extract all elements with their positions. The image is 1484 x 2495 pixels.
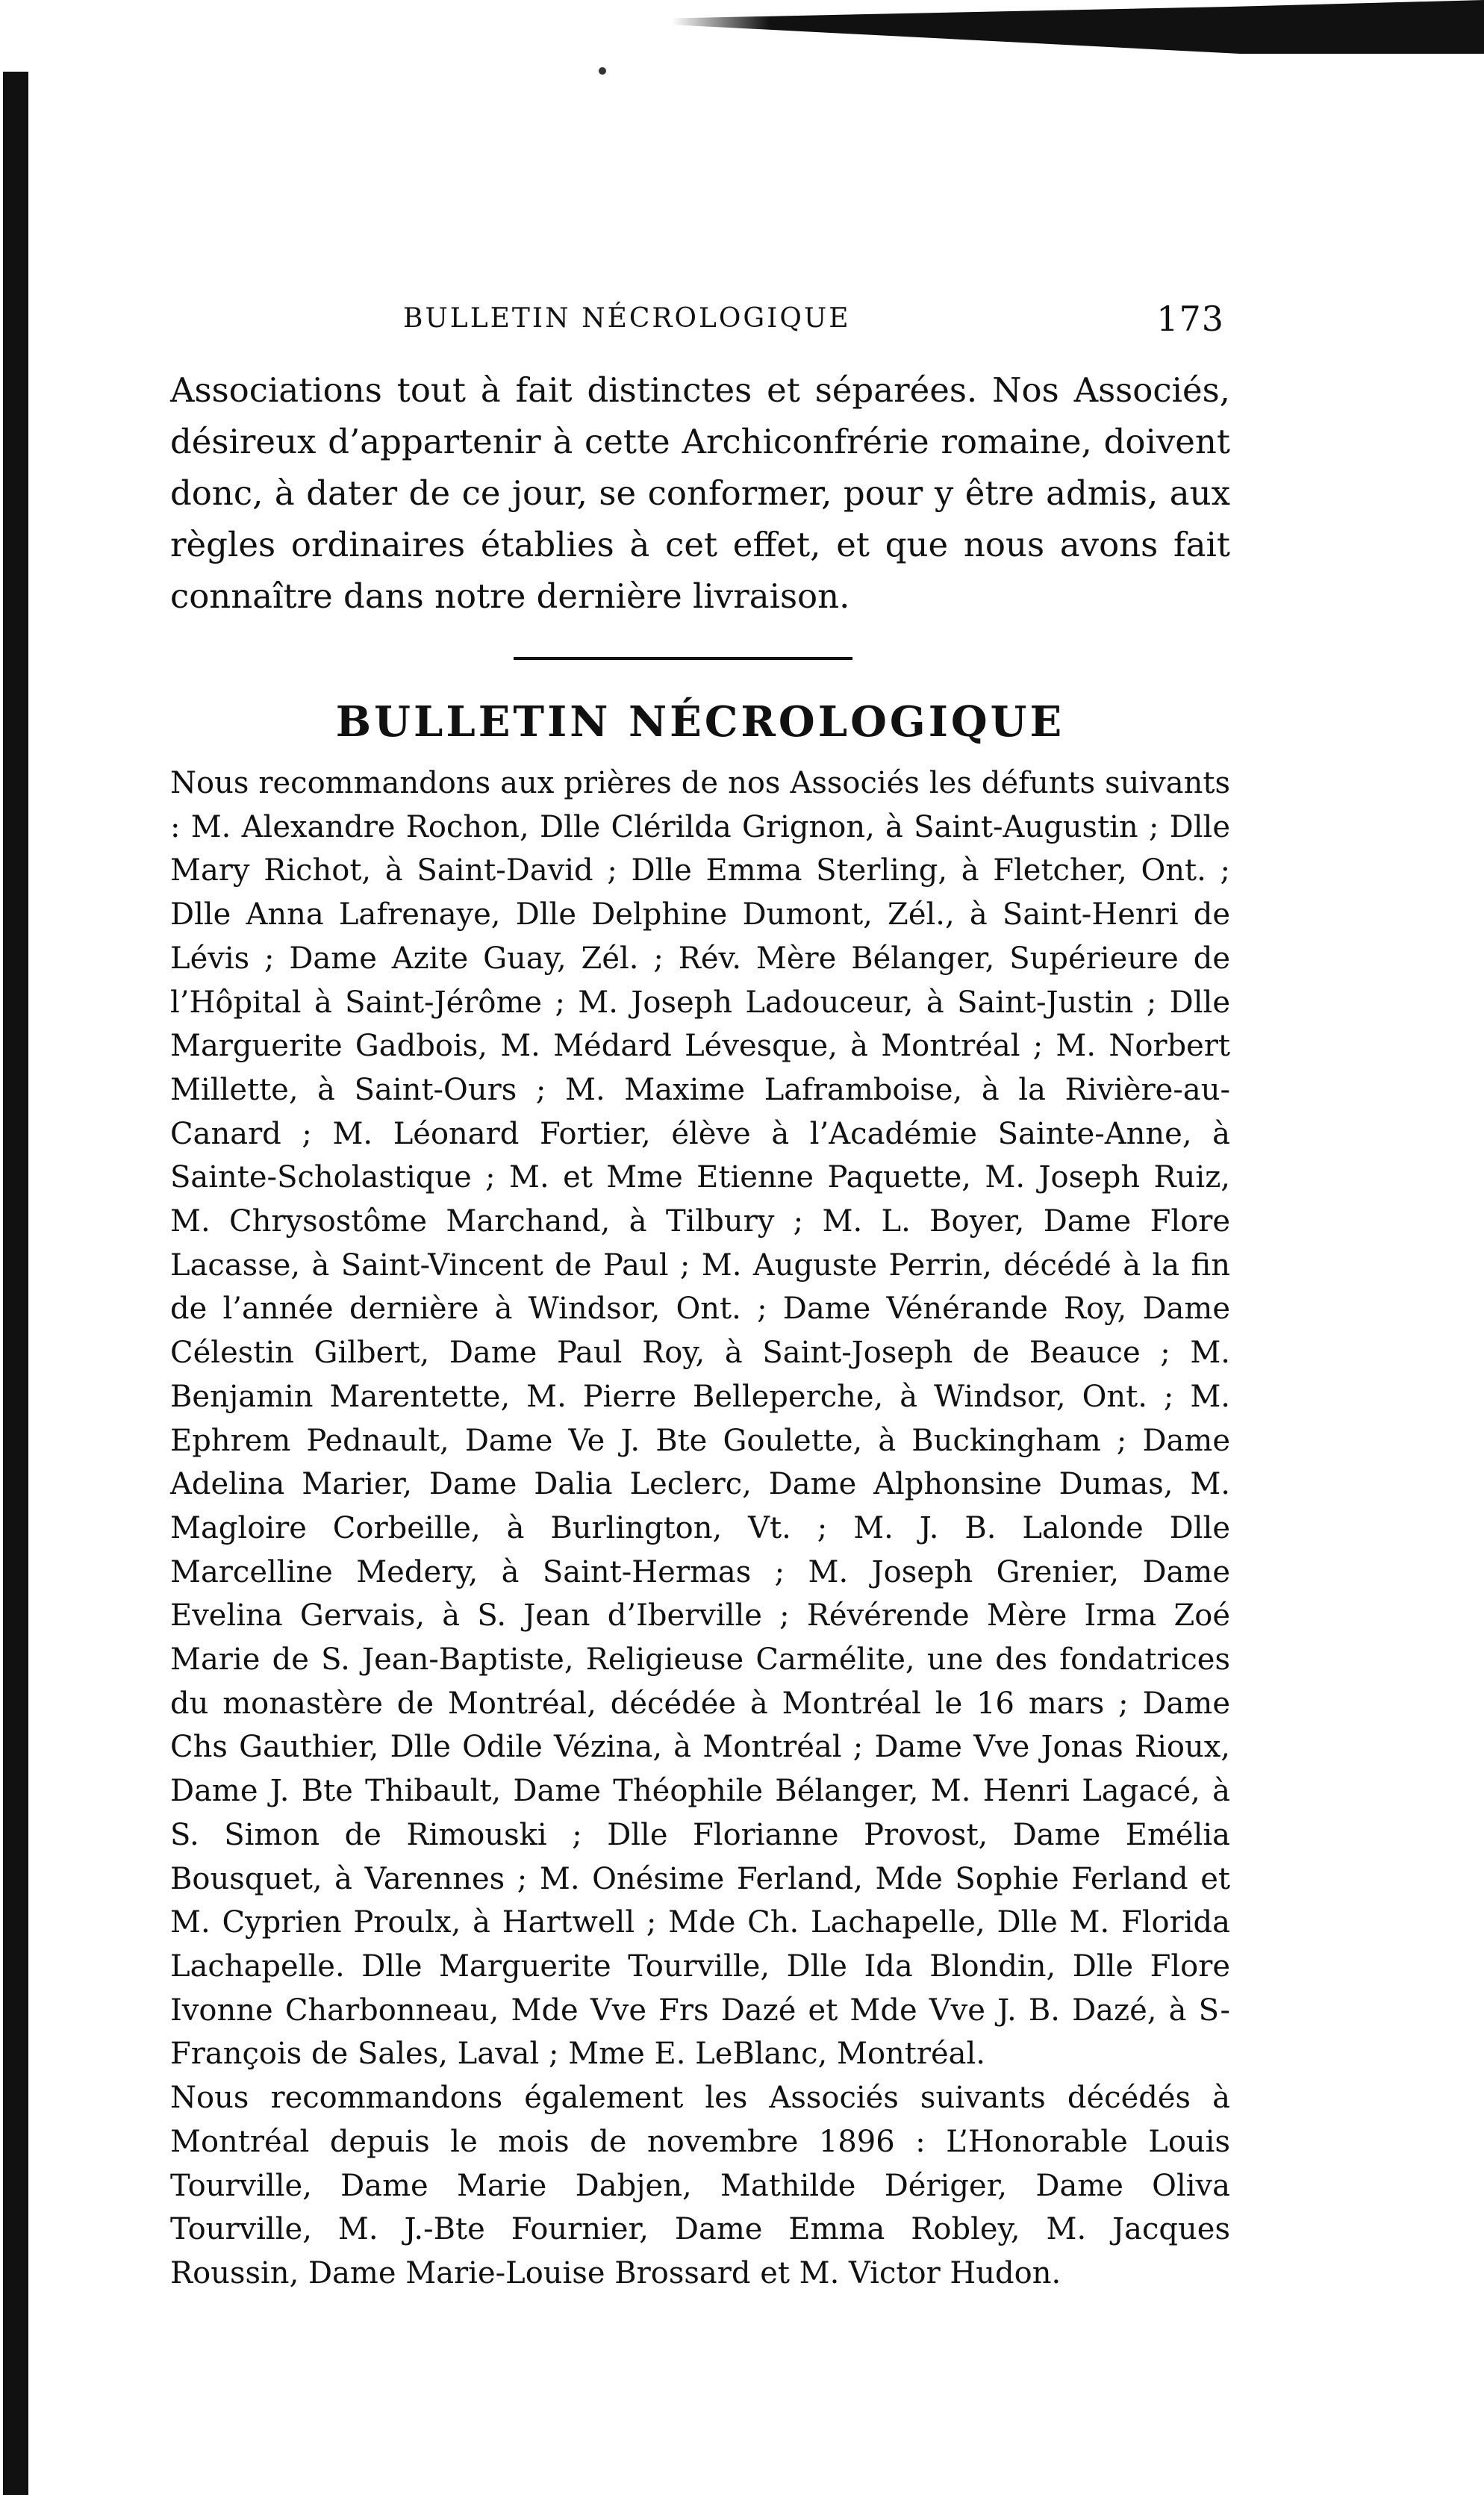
- section-divider: [514, 657, 852, 660]
- page-number: 173: [1156, 299, 1224, 339]
- running-head: [403, 293, 1224, 345]
- scan-speck: [599, 67, 606, 75]
- obituary-paragraph-1: Nous recommandons aux prières de nos Associés les défunts suivants : M. Alexandre Rochon, Dlle Clérilda Grignon, à Saint-Augustin ; Dlle Mary Richot, à Saint-David ; Dlle Emma Sterling, à Fletcher, Ont. ; Dlle Anna Lafrenaye, Dlle Delphine Dumont, Zél., à Saint-Henri de Lévis ; Dame Azite Guay, Zél. ; Rév. Mère Bélanger, Supérieure de l’Hôpital à Saint-Jérôme ; M. Joseph Ladouceur, à Saint-Justin ; Dlle Marguerite Gadbois, M. Médard Lévesque, à Montréal ; M. Norbert Millette, à Saint-Ours ; M. Maxime Laframboise, à la Rivière-au-Canard ; M. Léonard Fortier, élève à l’Académie Sainte-Anne, à Sainte-Scholastique ; M. et Mme Etienne Paquette, M. Joseph Ruiz, M. Chrysostôme Marchand, à Tilbury ; M. L. Boyer, Dame Flore Lacasse, à Saint-Vincent de Paul ; M. Auguste Perrin, décédé à la fin de l’année dernière à Windsor, Ont. ; Dame Vénérande Roy, Dame Célestin Gilbert, Dame Paul Roy, à Saint-Joseph de Beauce ; M. Benjamin Marentette, M. Pierre Belleperche, à Windsor, Ont. ; M. Ephrem Pednault, Dame Ve J. Bte Goulette, à Buckingham ; Dame Adelina Marier, Dame Dalia Leclerc, Dame Alphonsine Dumas, M. Magloire Corbeille, à Burlington, Vt. ; M. J. B. Lalonde Dlle Marcelline Medery, à Saint-Hermas ; M. Joseph Grenier, Dame Evelina Gervais, à S. Jean d’Iberville ; Révérende Mère Irma Zoé Marie de S. Jean-Baptiste, Religieuse Carmélite, une des fondatrices du monastère de Montréal, décédée à Montréal le 16 mars ; Dame Chs Gauthier, Dlle Odile Vézina, à Montréal ; Dame Vve Jonas Rioux, Dame J. Bte Thibault, Dame Théophile Bélanger, M. Henri Lagacé, à S. Simon de Rimouski ; Dlle Florianne Provost, Dame Emélia Bousquet, à Varennes ; M. Onésime Ferland, Mde Sophie Ferland et M. Cyprien Proulx, à Hartwell ; Mde Ch. Lachapelle, Dlle M. Florida Lachapelle. Dlle Marguerite Tourville, Dlle Ida Blondin, Dlle Flore Ivonne Charbonneau, Mde Vve Frs Dazé et Mde Vve J. B. Dazé, à S-François de Sales, Laval ; Mme E. LeBlanc, Montréal.: [170, 766, 1230, 2072]
- obituary-body: [170, 761, 1230, 2296]
- intro-paragraph: Associations tout à fait distinctes et séparées. Nos Associés, désireux d’appartenir à cette Archiconfrérie romaine, doivent donc, à dater de ce jour, se conformer, pour y être admis, aux règles ordinaires établies à cet effet, et que nous avons fait connaître dans notre dernière livraison.: [170, 370, 1230, 616]
- scan-border-top: [672, 0, 1484, 54]
- section-title: BULLETIN NÉCROLOGIQUE: [335, 697, 1065, 747]
- obituary-paragraph-2: Nous recommandons également les Associés suivants décédés à Montréal depuis le mois de novembre 1896 : L’Honorable Louis Tourville, Dame Marie Dabjen, Mathilde Dériger, Dame Oliva Tourville, M. J.-Bte Fournier, Dame Emma Robley, M. Jacques Roussin, Dame Marie-Louise Brossard et M. Victor Hudon.: [170, 2081, 1230, 2290]
- scan-border-left: [3, 72, 28, 2495]
- running-title: BULLETIN NÉCROLOGIQUE: [403, 303, 851, 334]
